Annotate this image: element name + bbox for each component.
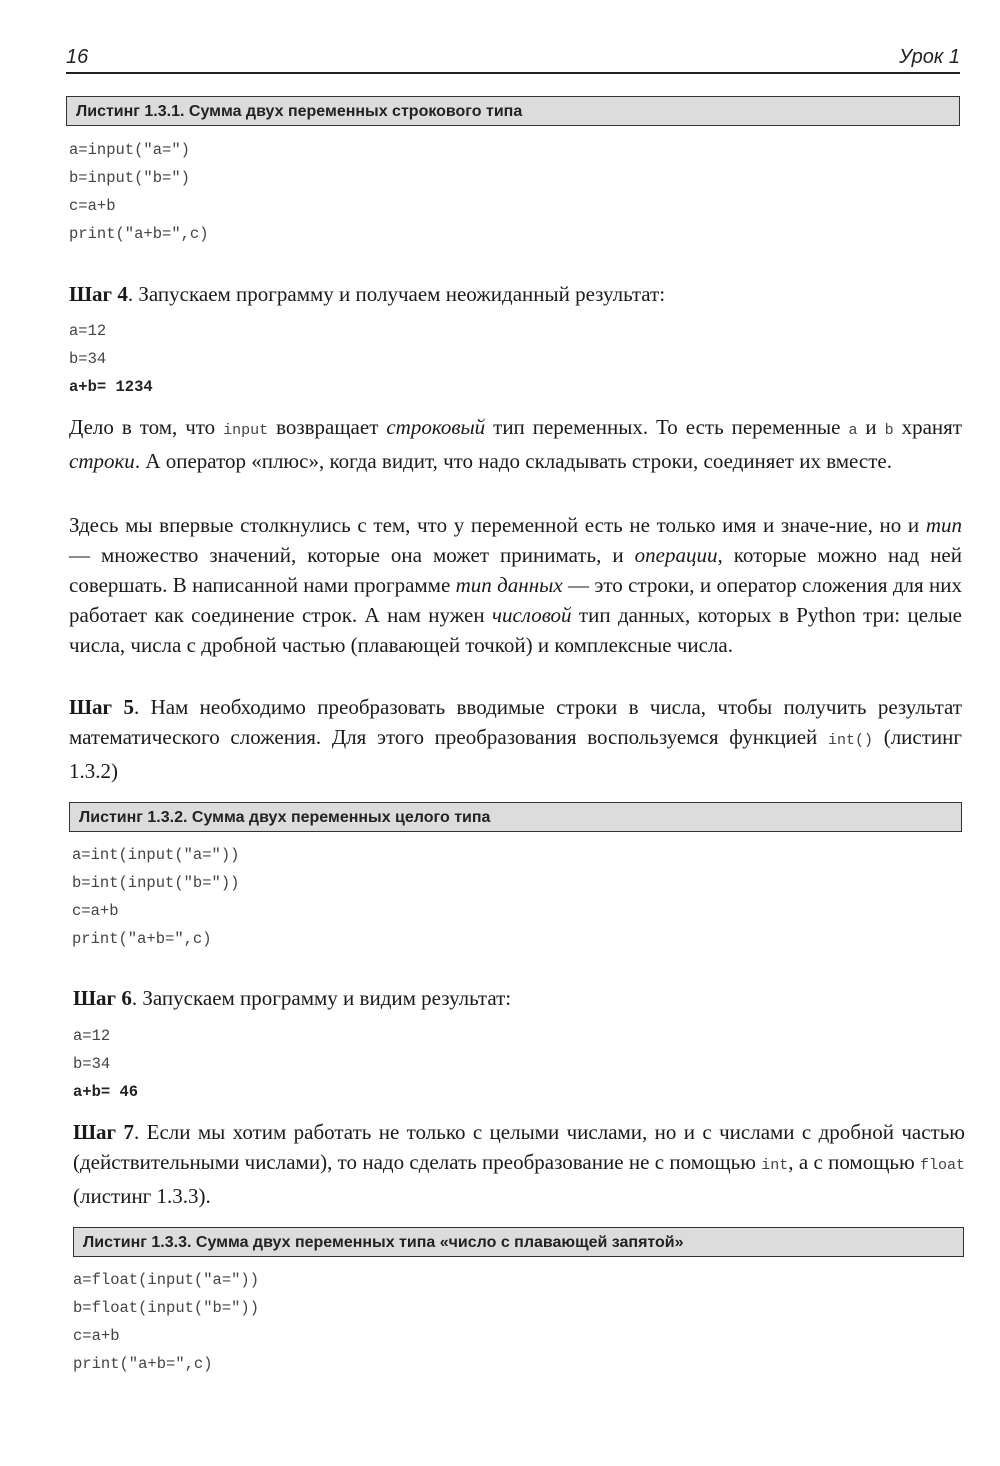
step-4-output [69, 317, 106, 373]
code-line: b=int(input("b=")) [72, 874, 240, 892]
explanation-paragraph-1: Дело в том, что input возвращает строковый тип переменных. То есть переменные a и b хранят строки. А оператор «плюс», когда видит, что надо складывать строки, соединяет их вместе. [69, 415, 962, 473]
code-line: print("a+b=",c) [72, 930, 212, 948]
output-line: a=12 [69, 322, 107, 340]
page-number: 16 [66, 46, 89, 68]
step-4-paragraph: Шаг 4. Запускаем программу и получаем неожиданный результат: [69, 282, 666, 306]
step-6-result: a+b= 46 [73, 1083, 139, 1101]
code-line: a=input("a=") [69, 141, 190, 159]
step-5-paragraph: Шаг 5. Нам необходимо преобразовать вводимые строки в числа, чтобы получить результат математического сложения. Для этого преобразования воспользуемся функцией int() (листинг 1.3.2) [69, 695, 962, 783]
output-line: b=34 [73, 1055, 111, 1073]
code-line: print("a+b=",c) [69, 225, 209, 243]
listing-3-code [73, 1266, 259, 1378]
listing-1-code [69, 136, 209, 248]
code-line: print("a+b=",c) [73, 1355, 213, 1373]
code-line: c=a+b [73, 1327, 120, 1345]
page-header [66, 44, 960, 74]
code-line: a=float(input("a=")) [73, 1271, 260, 1289]
code-line: c=a+b [72, 902, 119, 920]
code-line: c=a+b [69, 197, 116, 215]
step-label: Шаг 6 [73, 986, 132, 1010]
output-line: b=34 [69, 350, 107, 368]
explanation-paragraph-2: Здесь мы впервые столкнулись с тем, что у переменной есть не только имя и значе-ние, но и тип — множество значений, которые она может принимать, и операции, которые можно над ней совершать. В написанной нами программе тип данных — это строки, и оператор сложения для них работает как соединение строк. А нам нужен числовой тип данных, которых в Python три: целые числа, числа с дробной частью (плавающей точкой) и комплексные числа. [69, 513, 962, 657]
code-line: a=int(input("a=")) [72, 846, 240, 864]
step-label: Шаг 7 [73, 1120, 134, 1144]
step-6-output [73, 1022, 110, 1078]
listing-1-title: Листинг 1.3.1. Сумма двух переменных строкового типа [66, 96, 960, 126]
step-6-paragraph: Шаг 6. Запускаем программу и видим результат: [73, 986, 512, 1010]
step-label: Шаг 4 [69, 282, 128, 306]
listing-2-code [72, 841, 239, 953]
code-line: b=float(input("b=")) [73, 1299, 260, 1317]
code-line: b=input("b=") [69, 169, 190, 187]
step-7-paragraph: Шаг 7. Если мы хотим работать не только с целыми числами, но и с числами с дробной частью (действительными числами), то надо сделать преобразование не с помощью int, а с помощью float (листинг 1.3.3). [73, 1120, 965, 1208]
listing-2-title: Листинг 1.3.2. Сумма двух переменных целого типа [69, 802, 962, 832]
output-line: a=12 [73, 1027, 111, 1045]
lesson-title: Урок 1 [899, 46, 960, 68]
step-label: Шаг 5 [69, 695, 134, 719]
step-4-result: a+b= 1234 [69, 378, 153, 396]
listing-3-title: Листинг 1.3.3. Сумма двух переменных типа «число с плавающей запятой» [73, 1227, 964, 1257]
